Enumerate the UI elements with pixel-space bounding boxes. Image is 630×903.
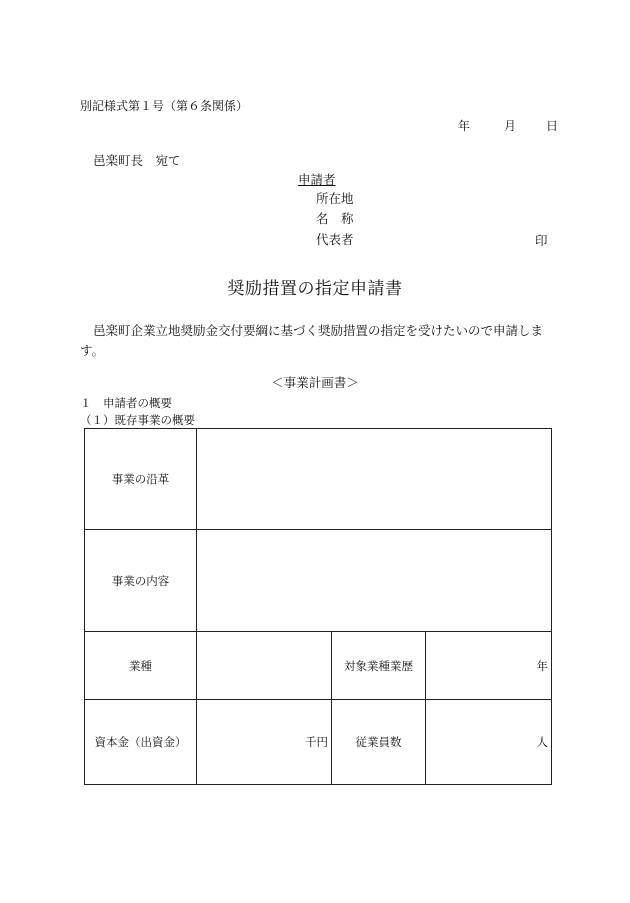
document-title: 奨励措置の指定申請書 bbox=[227, 279, 403, 299]
applicant-representative-label: 代表者 bbox=[316, 232, 354, 247]
date-month-label: 月 bbox=[504, 119, 517, 133]
capital-input-cell[interactable] bbox=[197, 700, 332, 785]
applicant-name-label: 名 称 bbox=[316, 211, 354, 226]
capital-label-cell: 資本金（出資金） bbox=[85, 700, 197, 785]
industry-label-cell: 業種 bbox=[85, 632, 197, 700]
history-label-cell: 事業の沿革 bbox=[85, 429, 197, 530]
employees-label-cell: 従業員数 bbox=[332, 700, 426, 785]
employees-input-cell[interactable] bbox=[426, 700, 552, 785]
subsection-1-heading: （１）既存事業の概要 bbox=[80, 413, 195, 427]
addressee: 邑楽町長 宛て bbox=[93, 153, 181, 168]
date-row bbox=[458, 117, 558, 134]
date-year-label: 年 bbox=[458, 119, 471, 133]
years-unit: 年 bbox=[536, 658, 549, 673]
history-input-cell[interactable] bbox=[197, 429, 552, 530]
section-1-heading: １ 申請者の概要 bbox=[80, 396, 172, 410]
body-text: 邑楽町企業立地奨励金交付要綱に基づく奨励措置の指定を受けたいので申請します。 bbox=[80, 323, 544, 358]
form-number: 別記様式第１号（第６条関係） bbox=[80, 99, 249, 113]
applicant-address-label: 所在地 bbox=[316, 191, 354, 206]
target-industry-years-input-cell[interactable] bbox=[426, 632, 552, 700]
content-label-cell: 事業の内容 bbox=[85, 530, 197, 632]
existing-business-table bbox=[84, 428, 552, 785]
industry-input-cell[interactable] bbox=[197, 632, 332, 700]
date-day-label: 日 bbox=[546, 119, 559, 133]
table-row bbox=[85, 429, 552, 530]
table-row bbox=[85, 632, 552, 700]
table-row bbox=[85, 530, 552, 632]
content-input-cell[interactable] bbox=[197, 530, 552, 632]
employees-unit: 人 bbox=[536, 735, 549, 749]
capital-unit: 千円 bbox=[305, 735, 328, 749]
business-plan-title: ＜事業計画書＞ bbox=[271, 375, 359, 390]
target-industry-years-label-cell: 対象業種業歴 bbox=[332, 632, 426, 700]
seal-mark: 印 bbox=[535, 233, 548, 248]
applicant-heading: 申請者 bbox=[298, 172, 336, 187]
table-row bbox=[85, 700, 552, 785]
